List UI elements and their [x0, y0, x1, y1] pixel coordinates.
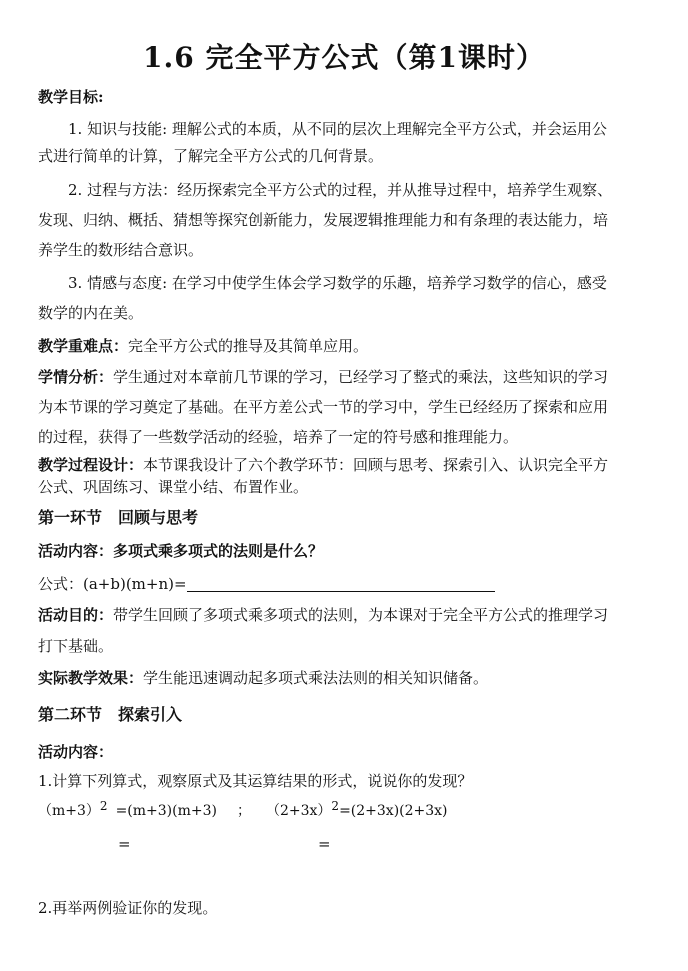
effect-label: 实际教学效果：: [38, 669, 144, 687]
objectives-label: 教学目标:: [38, 88, 104, 106]
formula-line: [38, 573, 652, 595]
objective-2-line-2: 发现、归纳、概括、猜想等探究创新能力，发展逻辑推理能力和有条理的表达能力，培: [38, 211, 609, 229]
section-2-activity: 活动内容：: [38, 743, 114, 761]
analysis-line-1: [38, 366, 652, 388]
objective-1-line-1: 1. 知识与技能: 理解公式的本质，从不同的层次上理解完全平方公式，并会运用公: [68, 120, 607, 138]
effect-line: [38, 667, 652, 689]
key-points-paragraph: [38, 335, 652, 357]
design-text-1: 本节课我设计了六个教学环节：回顾与思考、探索引入、认识完全平方: [143, 456, 609, 474]
expr-2-expansion: =(2+3x)(2+3x): [339, 803, 448, 819]
purpose-line-2: 打下基础。: [38, 637, 114, 655]
section-1-activity: 活动内容：多项式乘多项式的法则是什么？: [38, 542, 324, 560]
objective-2-line-1: 2. 过程与方法：经历探索完全平方公式的过程，并从推导过程中，培养学生观察、: [68, 181, 613, 199]
expr-1-base: （m+3）: [38, 803, 100, 819]
objective-1-line-2: 式进行简单的计算，了解完全平方公式的几何背景。: [38, 147, 384, 165]
analysis-line-3: 的过程，获得了一些数学活动的经验，培养了一定的符号感和推理能力。: [38, 428, 519, 446]
objective-3-line-2: 数学的内在美。: [38, 304, 144, 322]
analysis-line-2: 为本节课的学习奠定了基础。在平方差公式一节的学习中，学生已经经历了探索和应用: [38, 398, 609, 416]
question-1: 1.计算下列算式，观察原式及其运算结果的形式，说说你的发现？: [38, 772, 473, 790]
formula-blank: [187, 575, 495, 592]
question-2: 2.再举两例验证你的发现。: [38, 899, 218, 917]
objective-2-line-3: 养学生的数形结合意识。: [38, 241, 204, 259]
purpose-line-1: [38, 604, 652, 626]
section-1-heading: 第一环节 回顾与思考: [38, 508, 199, 527]
key-points-text: 完全平方公式的推导及其简单应用。: [128, 337, 369, 355]
expr-2-exponent: 2: [331, 799, 340, 813]
design-line-1: [38, 454, 652, 476]
design-line-2: 公式、巩固练习、课堂小结、布置作业。: [38, 478, 309, 496]
analysis-text-1: 学生通过对本章前几节课的学习，已经学习了整式的乘法，这些知识的学习: [113, 368, 609, 386]
answer-2-equals: =: [318, 835, 331, 853]
expr-1-expansion: =(m+3)(m+3): [115, 803, 217, 819]
expr-2-base: （2+3x）: [272, 803, 332, 819]
analysis-label: 学情分析：: [38, 368, 114, 386]
effect-text: 学生能迅速调动起多项式乘法法则的相关知识储备。: [143, 669, 489, 687]
expr-separator: ；: [236, 803, 251, 819]
key-points-label: 教学重难点：: [38, 337, 129, 355]
purpose-text-1: 带学生回顾了多项式乘多项式的法则，为本课对于完全平方公式的推理学习: [113, 606, 609, 624]
expressions-line: [38, 800, 652, 822]
section-2-heading: 第二环节 探索引入: [38, 705, 183, 724]
expr-1-exponent: 2: [99, 799, 108, 813]
page-title: 1.6 完全平方公式（第1课时）: [143, 41, 545, 74]
answer-1-equals: =: [118, 835, 131, 853]
objective-3-line-1: 3. 情感与态度: 在学习中使学生体会学习数学的乐趣，培养学习数学的信心，感受: [68, 274, 607, 292]
formula-label: 公式：(a+b)(m+n)=: [38, 575, 187, 593]
purpose-label: 活动目的：: [38, 606, 114, 624]
design-label: 教学过程设计：: [38, 456, 144, 474]
